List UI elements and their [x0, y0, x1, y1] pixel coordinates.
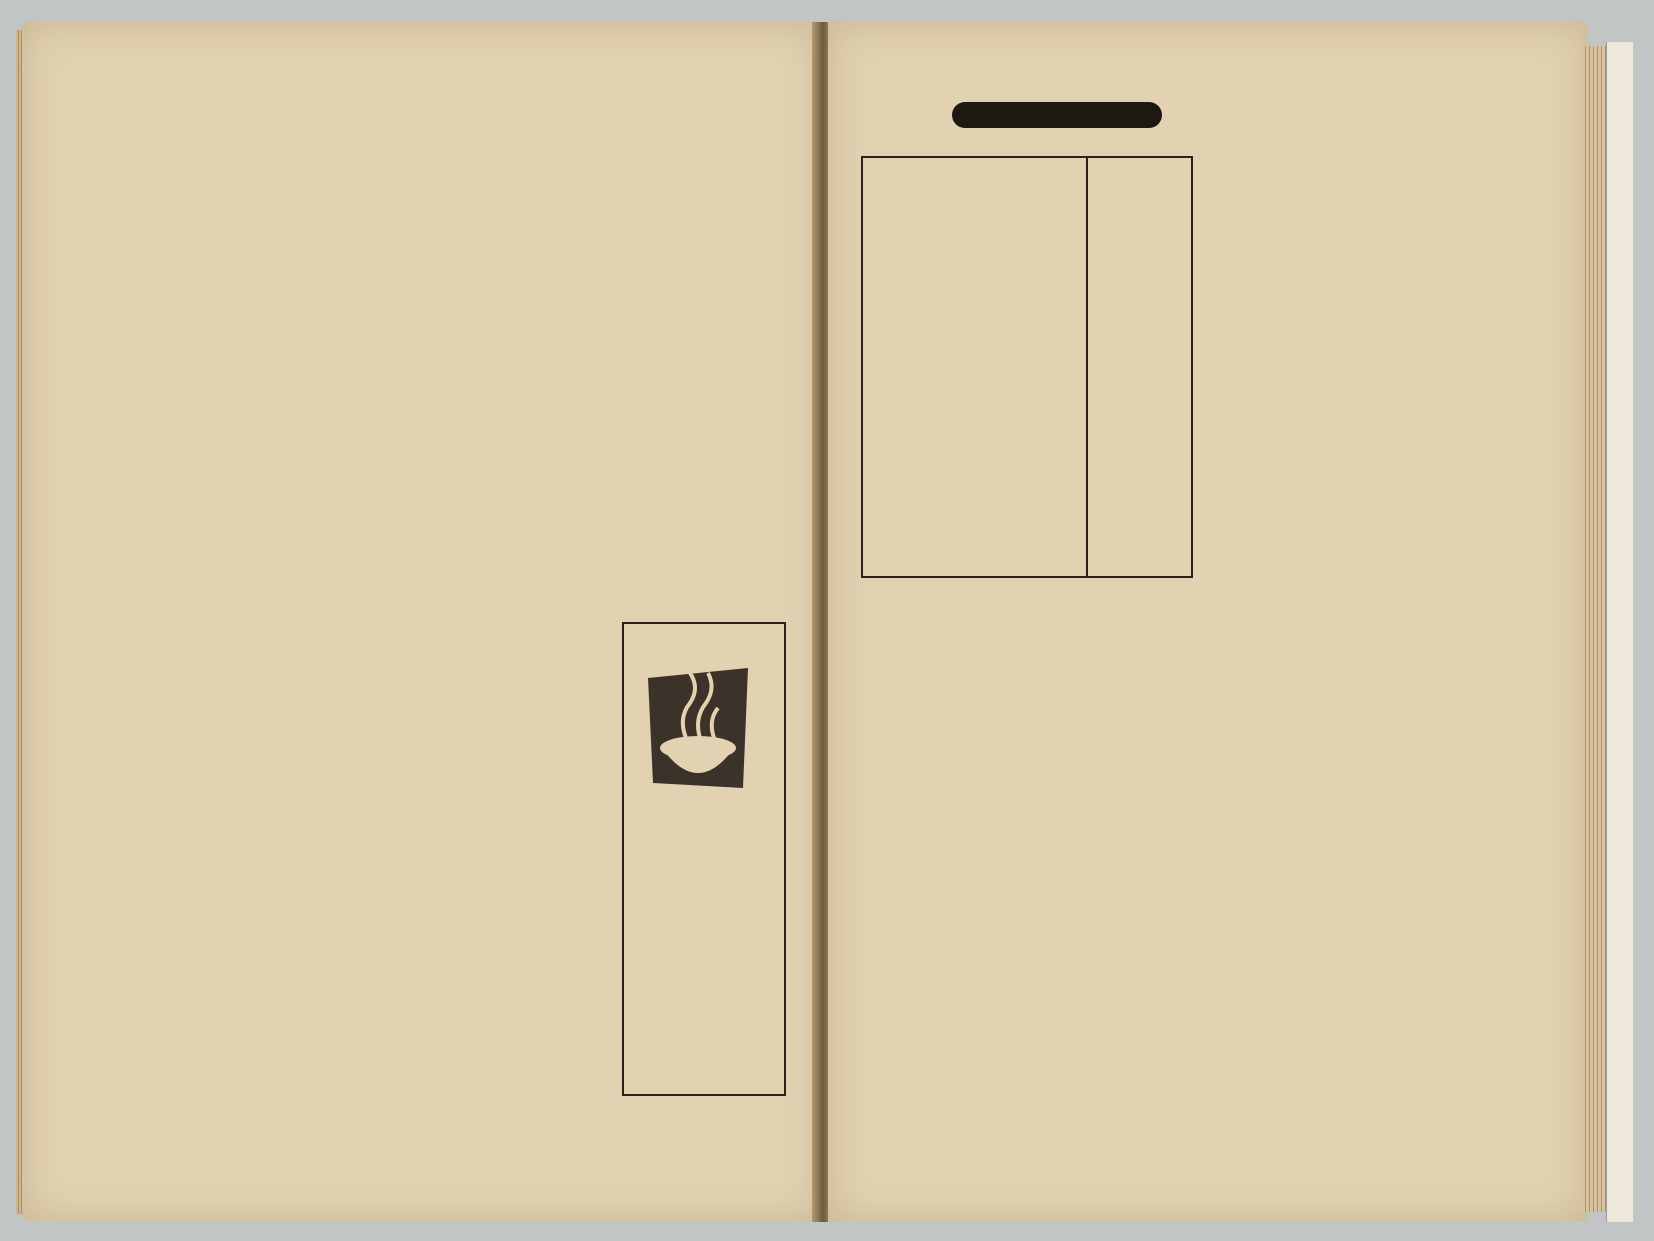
efficiency-chart	[832, 102, 1252, 632]
back-cover-edge	[1606, 42, 1633, 1222]
left-page	[22, 22, 822, 1222]
left-bottom-block	[482, 602, 612, 1122]
chart-header-pill	[952, 102, 1162, 128]
bowl-illustration-icon	[638, 648, 758, 798]
right-top-text	[1248, 112, 1538, 582]
chart-frame	[862, 157, 1192, 577]
left-top-block	[132, 62, 782, 582]
efficiency-chart-svg	[832, 102, 1252, 632]
open-book	[22, 22, 1632, 1222]
author	[122, 492, 162, 542]
right-bottom-block	[858, 662, 1548, 1132]
left-middle-block	[122, 602, 472, 1122]
